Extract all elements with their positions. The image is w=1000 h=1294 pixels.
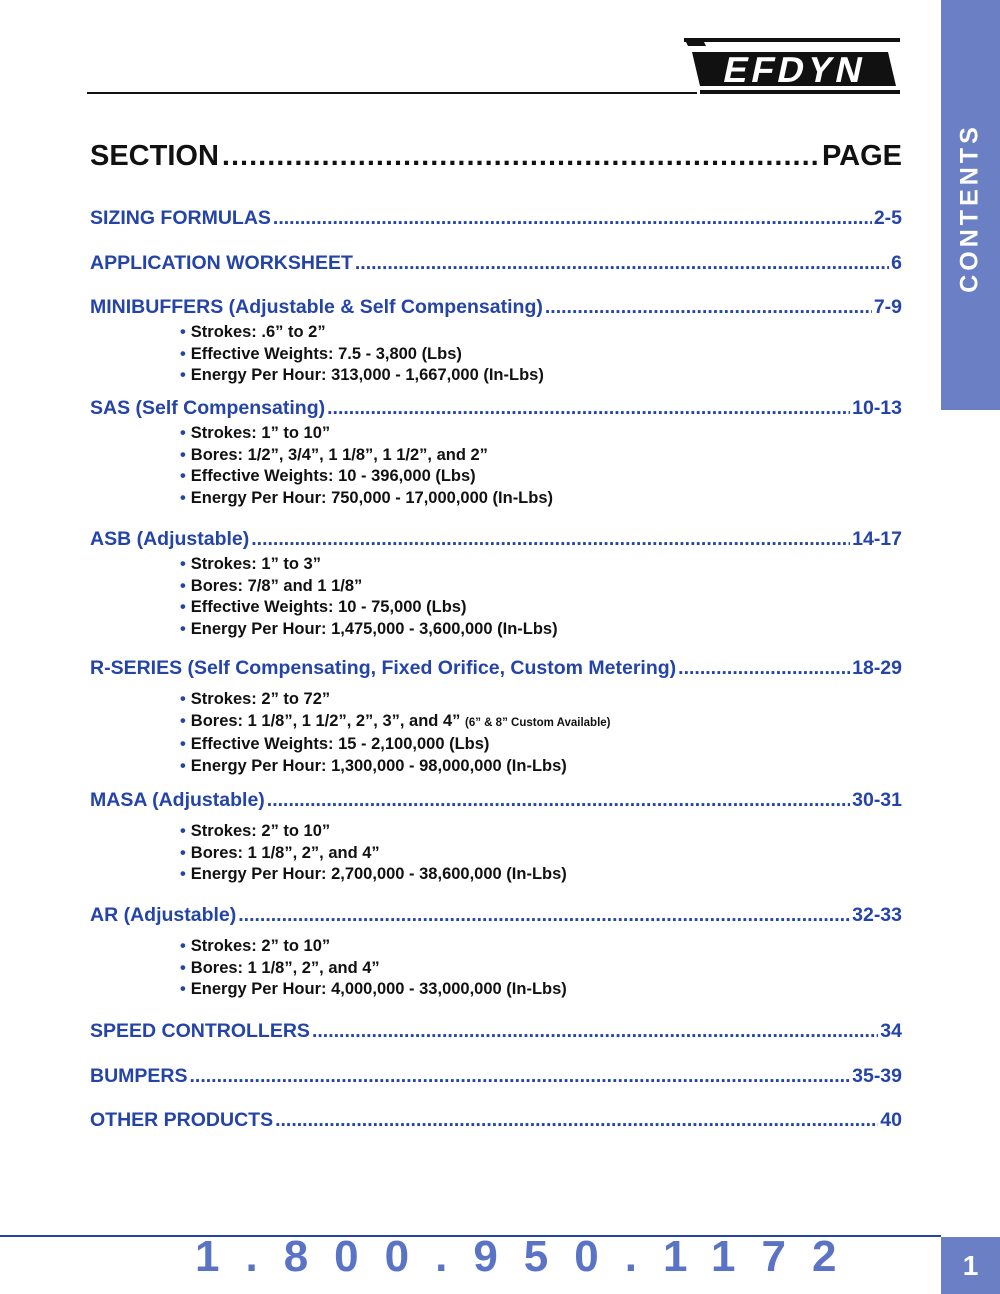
entry-page[interactable]: 7-9 [873, 296, 902, 318]
entry-leader [312, 1020, 878, 1043]
toc-entry-asb[interactable] [90, 528, 902, 640]
entry-bullets [90, 322, 902, 387]
entry-leader [355, 252, 889, 275]
bullet-item: • Energy Per Hour: 2,700,000 - 38,600,000 (In-Lbs) [180, 865, 567, 883]
entry-leader [273, 207, 872, 230]
entry-page[interactable]: 6 [891, 252, 902, 274]
heading-section-label: SECTION [90, 140, 219, 172]
contents-side-tab-label-wrap [941, 0, 1000, 410]
bullet-item: • Strokes: 2” to 10” [180, 822, 331, 840]
toc-entry-sas[interactable] [90, 397, 902, 509]
entry-title[interactable]: AR (Adjustable) [90, 904, 237, 926]
entry-page[interactable]: 14-17 [852, 528, 902, 550]
entry-title[interactable]: BUMPERS [90, 1065, 188, 1087]
entry-leader [267, 789, 850, 812]
toc-entry-masa[interactable] [90, 789, 902, 886]
entry-title[interactable]: MINIBUFFERS (Adjustable & Self Compensating) [90, 296, 543, 318]
phone-number: 1.800.950.1172 [195, 1232, 863, 1281]
entry-bullets [90, 554, 902, 640]
bullet-item: • Energy Per Hour: 4,000,000 - 33,000,000 (In-Lbs) [180, 980, 567, 998]
toc-entry-minibuffers[interactable] [90, 296, 902, 387]
entry-bullets [90, 936, 902, 1001]
entry-leader [327, 397, 850, 420]
entry-page[interactable]: 30-31 [852, 789, 902, 811]
bullet-item: • Energy Per Hour: 1,475,000 - 3,600,000 (In-Lbs) [180, 619, 558, 638]
page-number: 1 [962, 1250, 979, 1281]
entry-leader [545, 296, 872, 319]
entry-title[interactable]: APPLICATION WORKSHEET [90, 252, 353, 274]
entry-bullets [90, 821, 902, 886]
page-number-box [941, 1237, 1000, 1294]
toc-entry-other-products[interactable] [90, 1109, 902, 1135]
entry-leader [190, 1065, 851, 1088]
toc-entry-application-worksheet[interactable] [90, 252, 902, 278]
entry-title[interactable]: SIZING FORMULAS [90, 207, 271, 229]
entry-bullets [90, 689, 902, 777]
bullet-item: • Bores: 7/8” and 1 1/8” [180, 576, 363, 595]
bullet-item: • Effective Weights: 15 - 2,100,000 (Lbs) [180, 735, 490, 753]
entry-leader [275, 1109, 878, 1132]
bullet-item: • Energy Per Hour: 750,000 - 17,000,000 (In-Lbs) [180, 488, 554, 507]
bullet-item: • Energy Per Hour: 1,300,000 - 98,000,000 (In-Lbs) [180, 756, 567, 775]
custom-bores-note: (6” & 8” Custom Available) [465, 716, 611, 729]
entry-title[interactable]: SPEED CONTROLLERS [90, 1020, 310, 1042]
entry-title[interactable]: OTHER PRODUCTS [90, 1109, 274, 1131]
entry-page[interactable]: 10-13 [852, 397, 902, 419]
entry-leader [238, 904, 850, 927]
contents-side-tab-label: CONTENTS [955, 123, 984, 293]
entry-title[interactable]: ASB (Adjustable) [90, 528, 250, 550]
bullet-item: • Strokes: .6” to 2” [180, 323, 326, 341]
bullet-item: • Bores: 1 1/8”, 2”, and 4” [180, 958, 380, 977]
bullet-item: • Energy Per Hour: 313,000 - 1,667,000 (In-Lbs) [180, 366, 544, 384]
bullet-item: • Bores: 1/2”, 3/4”, 1 1/8”, 1 1/2”, and 2” [180, 445, 488, 464]
entry-leader [678, 657, 850, 680]
entry-title[interactable]: MASA (Adjustable) [90, 789, 265, 811]
entry-page[interactable]: 2-5 [873, 207, 902, 229]
bullet-item: • Bores: 1 1/8”, 2”, and 4” [180, 843, 380, 862]
bullet-item: • Strokes: 2” to 10” [180, 937, 331, 955]
entry-bullets [90, 423, 902, 509]
entry-page[interactable]: 40 [880, 1109, 902, 1131]
efdyn-logo [682, 38, 900, 94]
toc-entry-ar[interactable] [90, 904, 902, 1001]
heading-leader [222, 140, 819, 173]
bullet-item: • Effective Weights: 10 - 396,000 (Lbs) [180, 467, 476, 485]
entry-page[interactable]: 34 [880, 1020, 902, 1042]
entry-title[interactable]: R-SERIES (Self Compensating, Fixed Orifice, Custom Metering) [90, 657, 677, 679]
entry-page[interactable]: 18-29 [852, 657, 902, 679]
toc-heading [90, 140, 902, 180]
entry-leader [251, 528, 850, 551]
toc-entry-sizing-formulas[interactable] [90, 207, 902, 233]
bullet-item: • Bores: 1 1/8”, 1 1/2”, 2”, 3”, and 4” (6” & 8” Custom Available) [180, 711, 611, 730]
heading-page-label: PAGE [821, 140, 902, 172]
entry-page[interactable]: 35-39 [852, 1065, 902, 1087]
bullet-item: • Effective Weights: 7.5 - 3,800 (Lbs) [180, 344, 462, 363]
header-rule [87, 92, 697, 94]
bullet-item: • Strokes: 1” to 10” [180, 424, 331, 442]
bullet-item: • Strokes: 2” to 72” [180, 690, 331, 708]
entry-title[interactable]: SAS (Self Compensating) [90, 397, 326, 419]
toc-entry-r-series[interactable] [90, 657, 902, 777]
bullet-item: • Strokes: 1” to 3” [180, 555, 321, 573]
entry-page[interactable]: 32-33 [852, 904, 902, 926]
toc-entry-bumpers[interactable] [90, 1065, 902, 1091]
toc-entry-speed-controllers[interactable] [90, 1020, 902, 1046]
svg-text:EFDYN: EFDYN [719, 49, 871, 90]
bullet-item: • Effective Weights: 10 - 75,000 (Lbs) [180, 598, 467, 616]
